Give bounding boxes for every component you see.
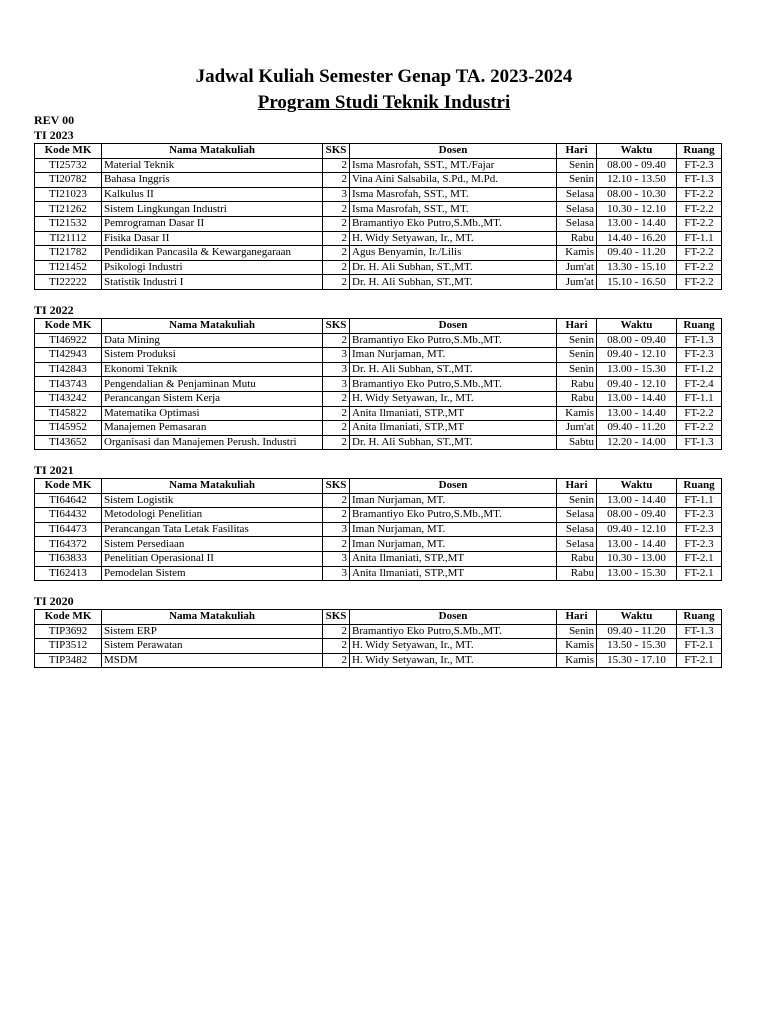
column-header-hari: Hari (557, 479, 597, 494)
cell-waktu: 08.00 - 09.40 (597, 158, 677, 173)
cell-waktu: 09.40 - 12.10 (597, 348, 677, 363)
cell-kode: TI45952 (35, 421, 102, 436)
cell-sks: 2 (323, 333, 350, 348)
table-row (35, 551, 722, 566)
cell-sks: 2 (323, 391, 350, 406)
table-row (35, 333, 722, 348)
cell-nama: Sistem Lingkungan Industri (102, 202, 323, 217)
column-header-dosen: Dosen (350, 479, 557, 494)
cell-waktu: 08.00 - 09.40 (597, 508, 677, 523)
cell-kode: TI21532 (35, 216, 102, 231)
cell-dosen: Iman Nurjaman, MT. (350, 522, 557, 537)
column-header-nama: Nama Matakuliah (102, 319, 323, 334)
cell-sks: 2 (323, 173, 350, 188)
table-row (35, 406, 722, 421)
cell-nama: Metodologi Penelitian (102, 508, 323, 523)
cell-sks: 3 (323, 377, 350, 392)
cell-waktu: 10.30 - 12.10 (597, 202, 677, 217)
cell-kode: TIP3482 (35, 653, 102, 668)
cell-dosen: Dr. H. Ali Subhan, ST.,MT. (350, 435, 557, 450)
cell-nama: Manajemen Pemasaran (102, 421, 323, 436)
cell-nama: Material Teknik (102, 158, 323, 173)
cell-dosen: Anita Ilmaniati, STP.,MT (350, 421, 557, 436)
schedule-section (34, 303, 721, 450)
column-header-hari: Hari (557, 610, 597, 625)
cell-dosen: Iman Nurjaman, MT. (350, 348, 557, 363)
cell-hari: Jum'at (557, 275, 597, 290)
column-header-nama: Nama Matakuliah (102, 610, 323, 625)
cell-sks: 3 (323, 362, 350, 377)
table-row (35, 537, 722, 552)
cell-kode: TI45822 (35, 406, 102, 421)
column-header-sks: SKS (323, 479, 350, 494)
cell-waktu: 12.20 - 14.00 (597, 435, 677, 450)
cell-ruang: FT-1.3 (677, 333, 722, 348)
cell-nama: Penelitian Operasional II (102, 551, 323, 566)
cell-ruang: FT-2.2 (677, 216, 722, 231)
cell-kode: TI21023 (35, 187, 102, 202)
table-row (35, 377, 722, 392)
cell-waktu: 08.00 - 09.40 (597, 333, 677, 348)
cell-hari: Selasa (557, 522, 597, 537)
cell-hari: Selasa (557, 537, 597, 552)
cell-hari: Senin (557, 158, 597, 173)
table-row (35, 216, 722, 231)
column-header-ruang: Ruang (677, 610, 722, 625)
revision-label: REV 00 (34, 113, 75, 127)
cell-hari: Rabu (557, 231, 597, 246)
cell-hari: Rabu (557, 566, 597, 581)
cell-dosen: Anita Ilmaniati, STP.,MT (350, 566, 557, 581)
cell-ruang: FT-2.4 (677, 377, 722, 392)
table-row (35, 435, 722, 450)
cell-waktu: 13.30 - 15.10 (597, 260, 677, 275)
cell-hari: Selasa (557, 202, 597, 217)
cell-ruang: FT-2.2 (677, 260, 722, 275)
cell-hari: Selasa (557, 187, 597, 202)
table-header-row (35, 144, 722, 159)
cell-dosen: H. Widy Setyawan, Ir., MT. (350, 391, 557, 406)
cell-kode: TI46922 (35, 333, 102, 348)
table-row (35, 275, 722, 290)
cell-hari: Kamis (557, 246, 597, 261)
cell-dosen: Bramantiyo Eko Putro,S.Mb.,MT. (350, 377, 557, 392)
cell-dosen: Iman Nurjaman, MT. (350, 537, 557, 552)
cell-dosen: H. Widy Setyawan, Ir., MT. (350, 639, 557, 654)
cell-kode: TI62413 (35, 566, 102, 581)
cell-waktu: 13.00 - 14.40 (597, 391, 677, 406)
cell-hari: Senin (557, 173, 597, 188)
cell-sks: 2 (323, 639, 350, 654)
column-header-dosen: Dosen (350, 610, 557, 625)
cell-dosen: Anita Ilmaniati, STP.,MT (350, 406, 557, 421)
cell-dosen: Dr. H. Ali Subhan, ST.,MT. (350, 260, 557, 275)
cell-waktu: 10.30 - 13.00 (597, 551, 677, 566)
table-row (35, 566, 722, 581)
cell-kode: TI20782 (35, 173, 102, 188)
cell-sks: 2 (323, 624, 350, 639)
column-header-ruang: Ruang (677, 479, 722, 494)
cell-nama: Pendidikan Pancasila & Kewarganegaraan (102, 246, 323, 261)
cell-hari: Selasa (557, 508, 597, 523)
cell-kode: TI25732 (35, 158, 102, 173)
column-header-kode: Kode MK (35, 610, 102, 625)
column-header-kode: Kode MK (35, 319, 102, 334)
cell-dosen: Isma Masrofah, SST., MT. (350, 202, 557, 217)
section-label: TI 2023 (34, 128, 74, 142)
cell-ruang: FT-2.3 (677, 508, 722, 523)
cell-nama: Data Mining (102, 333, 323, 348)
cell-nama: Pengendalian & Penjaminan Mutu (102, 377, 323, 392)
cell-waktu: 13.00 - 14.40 (597, 493, 677, 508)
cell-dosen: Agus Benyamin, Ir./Lilis (350, 246, 557, 261)
cell-waktu: 14.40 - 16.20 (597, 231, 677, 246)
cell-dosen: Anita Ilmaniati, STP.,MT (350, 551, 557, 566)
cell-kode: TI63833 (35, 551, 102, 566)
schedule-section (34, 463, 721, 581)
column-header-dosen: Dosen (350, 319, 557, 334)
cell-kode: TI43242 (35, 391, 102, 406)
cell-waktu: 13.50 - 15.30 (597, 639, 677, 654)
cell-nama: Bahasa Inggris (102, 173, 323, 188)
table-header-row (35, 319, 722, 334)
cell-sks: 2 (323, 216, 350, 231)
cell-hari: Senin (557, 493, 597, 508)
cell-nama: Ekonomi Teknik (102, 362, 323, 377)
cell-dosen: H. Widy Setyawan, Ir., MT. (350, 231, 557, 246)
cell-dosen: Bramantiyo Eko Putro,S.Mb.,MT. (350, 624, 557, 639)
page-subtitle: Program Studi Teknik Industri (257, 92, 511, 113)
cell-hari: Senin (557, 624, 597, 639)
cell-waktu: 08.00 - 10.30 (597, 187, 677, 202)
cell-kode: TI64372 (35, 537, 102, 552)
cell-sks: 3 (323, 522, 350, 537)
cell-ruang: FT-2.3 (677, 348, 722, 363)
table-row (35, 653, 722, 668)
cell-hari: Rabu (557, 391, 597, 406)
cell-nama: Psikologi Industri (102, 260, 323, 275)
cell-waktu: 09.40 - 11.20 (597, 624, 677, 639)
column-header-kode: Kode MK (35, 144, 102, 159)
cell-waktu: 09.40 - 12.10 (597, 522, 677, 537)
schedule-section (34, 128, 721, 290)
cell-ruang: FT-2.1 (677, 566, 722, 581)
column-header-nama: Nama Matakuliah (102, 479, 323, 494)
table-row (35, 493, 722, 508)
cell-sks: 2 (323, 508, 350, 523)
table-row (35, 508, 722, 523)
column-header-sks: SKS (323, 319, 350, 334)
table-header-row (35, 479, 722, 494)
cell-kode: TI22222 (35, 275, 102, 290)
cell-waktu: 13.00 - 15.30 (597, 362, 677, 377)
cell-sks: 2 (323, 231, 350, 246)
cell-waktu: 13.00 - 15.30 (597, 566, 677, 581)
cell-ruang: FT-2.2 (677, 421, 722, 436)
schedule-table (34, 609, 722, 668)
cell-hari: Jum'at (557, 260, 597, 275)
cell-dosen: Isma Masrofah, SST., MT. (350, 187, 557, 202)
cell-nama: Perancangan Tata Letak Fasilitas (102, 522, 323, 537)
cell-sks: 2 (323, 158, 350, 173)
table-row (35, 348, 722, 363)
column-header-ruang: Ruang (677, 319, 722, 334)
cell-hari: Selasa (557, 216, 597, 231)
cell-nama: Sistem Produksi (102, 348, 323, 363)
cell-ruang: FT-2.2 (677, 187, 722, 202)
cell-ruang: FT-1.1 (677, 493, 722, 508)
cell-dosen: H. Widy Setyawan, Ir., MT. (350, 653, 557, 668)
cell-dosen: Dr. H. Ali Subhan, ST.,MT. (350, 362, 557, 377)
cell-sks: 3 (323, 187, 350, 202)
column-header-sks: SKS (323, 610, 350, 625)
cell-sks: 2 (323, 537, 350, 552)
cell-ruang: FT-1.1 (677, 391, 722, 406)
cell-waktu: 09.40 - 11.20 (597, 246, 677, 261)
cell-ruang: FT-2.2 (677, 202, 722, 217)
cell-hari: Kamis (557, 653, 597, 668)
cell-kode: TI43652 (35, 435, 102, 450)
schedule-section (34, 594, 721, 668)
cell-hari: Senin (557, 362, 597, 377)
cell-nama: Sistem Persediaan (102, 537, 323, 552)
cell-kode: TI21452 (35, 260, 102, 275)
table-row (35, 522, 722, 537)
cell-hari: Rabu (557, 377, 597, 392)
cell-dosen: Iman Nurjaman, MT. (350, 493, 557, 508)
table-row (35, 246, 722, 261)
cell-sks: 2 (323, 493, 350, 508)
cell-hari: Kamis (557, 639, 597, 654)
cell-kode: TI42843 (35, 362, 102, 377)
cell-kode: TI21262 (35, 202, 102, 217)
column-header-hari: Hari (557, 319, 597, 334)
cell-nama: MSDM (102, 653, 323, 668)
cell-ruang: FT-1.3 (677, 173, 722, 188)
cell-sks: 2 (323, 421, 350, 436)
column-header-kode: Kode MK (35, 479, 102, 494)
section-label: TI 2020 (34, 594, 74, 608)
cell-nama: Sistem Logistik (102, 493, 323, 508)
cell-sks: 2 (323, 435, 350, 450)
cell-ruang: FT-2.3 (677, 158, 722, 173)
section-label: TI 2022 (34, 303, 74, 317)
column-header-nama: Nama Matakuliah (102, 144, 323, 159)
cell-ruang: FT-1.3 (677, 624, 722, 639)
table-row (35, 231, 722, 246)
cell-kode: TI64473 (35, 522, 102, 537)
cell-waktu: 15.30 - 17.10 (597, 653, 677, 668)
column-header-waktu: Waktu (597, 319, 677, 334)
table-row (35, 639, 722, 654)
table-row (35, 391, 722, 406)
cell-nama: Organisasi dan Manajemen Perush. Industri (102, 435, 323, 450)
cell-dosen: Bramantiyo Eko Putro,S.Mb.,MT. (350, 216, 557, 231)
cell-dosen: Dr. H. Ali Subhan, ST.,MT. (350, 275, 557, 290)
table-row (35, 421, 722, 436)
cell-waktu: 13.00 - 14.40 (597, 406, 677, 421)
cell-waktu: 15.10 - 16.50 (597, 275, 677, 290)
cell-sks: 3 (323, 348, 350, 363)
table-row (35, 624, 722, 639)
cell-kode: TI64432 (35, 508, 102, 523)
cell-waktu: 09.40 - 11.20 (597, 421, 677, 436)
cell-ruang: FT-2.2 (677, 275, 722, 290)
cell-ruang: FT-2.3 (677, 522, 722, 537)
cell-waktu: 13.00 - 14.40 (597, 537, 677, 552)
cell-kode: TI21112 (35, 231, 102, 246)
cell-hari: Jum'at (557, 421, 597, 436)
cell-dosen: Bramantiyo Eko Putro,S.Mb.,MT. (350, 508, 557, 523)
cell-kode: TI21782 (35, 246, 102, 261)
cell-nama: Fisika Dasar II (102, 231, 323, 246)
cell-sks: 2 (323, 275, 350, 290)
cell-dosen: Vina Aini Salsabila, S.Pd., M.Pd. (350, 173, 557, 188)
column-header-waktu: Waktu (597, 479, 677, 494)
cell-kode: TIP3512 (35, 639, 102, 654)
cell-nama: Sistem Perawatan (102, 639, 323, 654)
cell-waktu: 09.40 - 12.10 (597, 377, 677, 392)
table-row (35, 260, 722, 275)
cell-nama: Sistem ERP (102, 624, 323, 639)
cell-hari: Kamis (557, 406, 597, 421)
section-label: TI 2021 (34, 463, 74, 477)
cell-hari: Senin (557, 348, 597, 363)
cell-nama: Pemrograman Dasar II (102, 216, 323, 231)
column-header-hari: Hari (557, 144, 597, 159)
cell-nama: Kalkulus II (102, 187, 323, 202)
column-header-dosen: Dosen (350, 144, 557, 159)
cell-sks: 3 (323, 566, 350, 581)
table-row (35, 362, 722, 377)
column-header-sks: SKS (323, 144, 350, 159)
cell-nama: Pemodelan Sistem (102, 566, 323, 581)
cell-sks: 2 (323, 246, 350, 261)
cell-kode: TI43743 (35, 377, 102, 392)
cell-sks: 2 (323, 202, 350, 217)
cell-kode: TI64642 (35, 493, 102, 508)
column-header-waktu: Waktu (597, 144, 677, 159)
cell-kode: TIP3692 (35, 624, 102, 639)
cell-nama: Statistik Industri I (102, 275, 323, 290)
cell-ruang: FT-2.2 (677, 406, 722, 421)
page-title: Jadwal Kuliah Semester Genap TA. 2023-2024 (195, 66, 573, 87)
cell-ruang: FT-2.1 (677, 551, 722, 566)
column-header-waktu: Waktu (597, 610, 677, 625)
cell-ruang: FT-2.1 (677, 639, 722, 654)
cell-waktu: 12.10 - 13.50 (597, 173, 677, 188)
schedule-table (34, 143, 722, 290)
cell-nama: Perancangan Sistem Kerja (102, 391, 323, 406)
table-row (35, 173, 722, 188)
cell-dosen: Bramantiyo Eko Putro,S.Mb.,MT. (350, 333, 557, 348)
cell-sks: 3 (323, 551, 350, 566)
cell-sks: 2 (323, 653, 350, 668)
column-header-ruang: Ruang (677, 144, 722, 159)
cell-sks: 2 (323, 260, 350, 275)
schedule-table (34, 478, 722, 581)
table-header-row (35, 610, 722, 625)
cell-ruang: FT-2.3 (677, 537, 722, 552)
cell-waktu: 13.00 - 14.40 (597, 216, 677, 231)
cell-ruang: FT-1.3 (677, 435, 722, 450)
cell-kode: TI42943 (35, 348, 102, 363)
cell-nama: Matematika Optimasi (102, 406, 323, 421)
table-row (35, 202, 722, 217)
cell-dosen: Isma Masrofah, SST., MT./Fajar (350, 158, 557, 173)
cell-ruang: FT-2.1 (677, 653, 722, 668)
schedule-table (34, 318, 722, 450)
cell-hari: Rabu (557, 551, 597, 566)
table-row (35, 158, 722, 173)
table-row (35, 187, 722, 202)
cell-ruang: FT-2.2 (677, 246, 722, 261)
cell-ruang: FT-1.2 (677, 362, 722, 377)
cell-sks: 2 (323, 406, 350, 421)
cell-hari: Senin (557, 333, 597, 348)
cell-ruang: FT-1.1 (677, 231, 722, 246)
cell-hari: Sabtu (557, 435, 597, 450)
